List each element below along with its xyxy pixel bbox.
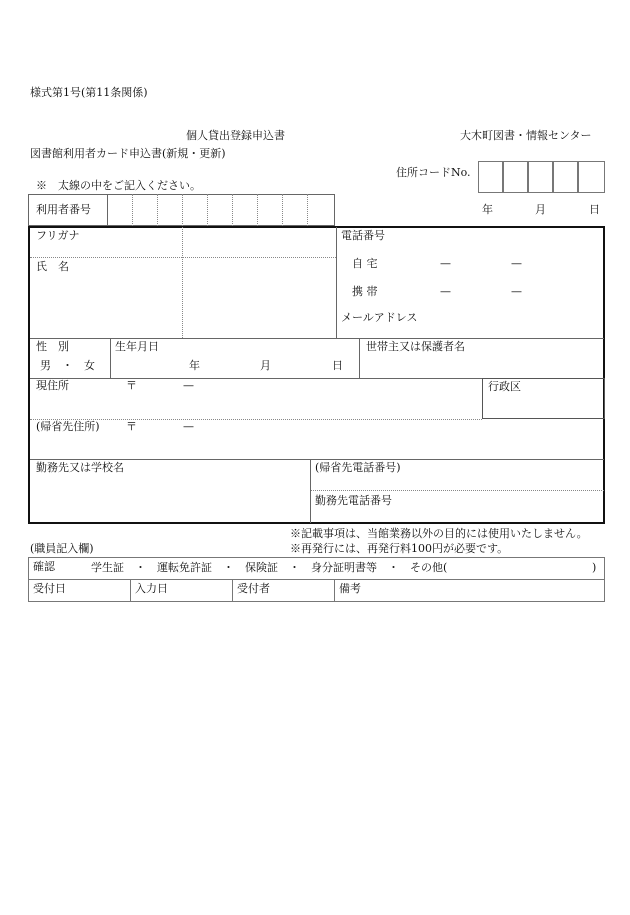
date-day-label: 日 — [589, 203, 600, 216]
instruction-text: ※ 太線の中をご記入ください。 — [36, 179, 201, 192]
birth-year-label: 年 — [189, 359, 200, 372]
home-town-phone-label: (帰省先電話番号) — [315, 461, 401, 474]
birthdate-label: 生年月日 — [115, 340, 159, 353]
id-options[interactable]: 学生証 ・ 運転免許証 ・ 保険証 ・ 身分証明書等 ・ その他( — [91, 561, 448, 574]
input-date-label: 入力日 — [135, 582, 168, 595]
mobile-phone-label: 携 帯 — [352, 285, 378, 298]
remarks-label: 備考 — [339, 582, 361, 595]
phone-label: 電話番号 — [341, 229, 385, 242]
gender-options[interactable]: 男 ・ 女 — [40, 359, 95, 372]
receiver-label: 受付者 — [237, 582, 270, 595]
district-label: 行政区 — [488, 380, 521, 393]
home-town-address-label: (帰省先住所) — [36, 420, 100, 433]
address-code-cell[interactable] — [478, 161, 503, 193]
privacy-note: ※記載事項は、当館業務以外の目的には使用いたしません。 — [290, 527, 588, 540]
form-subtitle: 図書館利用者カード申込書(新規・更新) — [30, 147, 226, 160]
home-phone-label: 自 宅 — [352, 257, 378, 270]
address-code-cell[interactable] — [503, 161, 528, 193]
address-code-cell[interactable] — [528, 161, 553, 193]
date-year-label: 年 — [482, 203, 493, 216]
address-code-cell[interactable] — [578, 161, 605, 193]
postal-dash: — — [183, 420, 194, 433]
id-options-close: ) — [592, 561, 597, 574]
form-number: 様式第1号(第11条関係) — [30, 86, 148, 99]
received-date-label: 受付日 — [33, 582, 66, 595]
address-code-cell[interactable] — [553, 161, 578, 193]
address-code-label: 住所コードNo. — [396, 166, 471, 179]
reissue-note: ※再発行には、再発行料100円が必要です。 — [290, 542, 509, 555]
workplace-label: 勤務先又は学校名 — [36, 461, 124, 474]
confirm-label: 確認 — [33, 560, 55, 573]
birth-month-label: 月 — [260, 359, 271, 372]
mobile-phone-dash: — — [440, 285, 451, 298]
guardian-label: 世帯主又は保護者名 — [366, 340, 465, 353]
mobile-phone-dash: — — [511, 285, 522, 298]
work-phone-label: 勤務先電話番号 — [315, 494, 392, 507]
gender-label: 性 別 — [36, 340, 69, 353]
current-address-label: 現住所 — [36, 379, 69, 392]
date-month-label: 月 — [535, 203, 546, 216]
postal-mark: 〒 — [126, 379, 137, 392]
email-label: メールアドレス — [341, 311, 418, 324]
furigana-label: フリガナ — [36, 229, 80, 242]
organization-name: 大木町図書・情報センター — [460, 129, 592, 142]
user-number-label: 利用者番号 — [36, 203, 91, 216]
form-title: 個人貸出登録申込書 — [186, 129, 285, 142]
birth-day-label: 日 — [332, 359, 343, 372]
home-phone-dash: — — [440, 257, 451, 270]
postal-dash: — — [183, 379, 194, 392]
main-form-box — [28, 226, 605, 524]
staff-section-label: (職員記入欄) — [30, 542, 94, 555]
postal-mark: 〒 — [126, 420, 137, 433]
home-phone-dash: — — [511, 257, 522, 270]
name-label: 氏 名 — [36, 260, 69, 273]
